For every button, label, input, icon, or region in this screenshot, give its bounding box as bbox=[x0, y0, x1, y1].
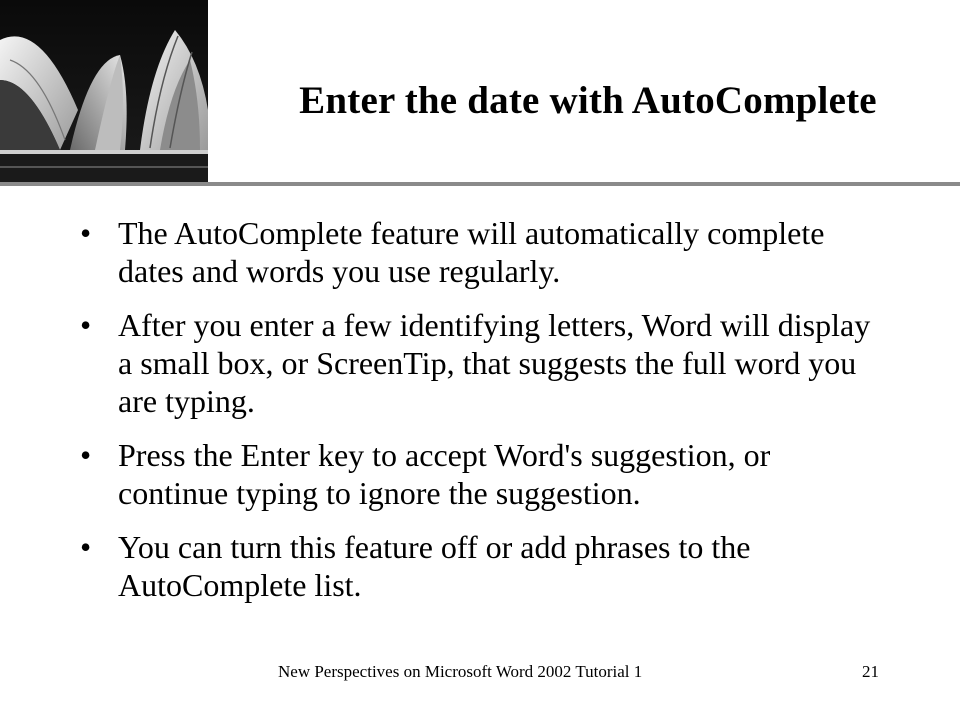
slide-title: Enter the date with AutoComplete bbox=[299, 79, 877, 122]
bullet-icon: • bbox=[80, 529, 92, 565]
bullet-icon: • bbox=[80, 215, 92, 251]
bullet-item bbox=[80, 214, 880, 290]
footer-text: New Perspectives on Microsoft Word 2002 Tutorial 1 bbox=[278, 662, 643, 681]
bullet-icon: • bbox=[80, 437, 92, 473]
opera-house-image bbox=[0, 0, 208, 184]
title-divider bbox=[0, 182, 960, 186]
bullet-list bbox=[80, 214, 880, 620]
bullet-item bbox=[80, 306, 880, 420]
bullet-text: After you enter a few identifying letters, Word will display a small box, or ScreenTip, that suggests the full word you are typing. bbox=[118, 307, 871, 419]
opera-house-photo bbox=[0, 0, 208, 184]
bullet-text: Press the Enter key to accept Word's suggestion, or continue typing to ignore the suggestion. bbox=[118, 437, 771, 511]
bullet-text: The AutoComplete feature will automatically complete dates and words you use regularly. bbox=[118, 215, 825, 289]
bullet-text: You can turn this feature off or add phrases to the AutoComplete list. bbox=[118, 529, 751, 603]
bullet-item bbox=[80, 528, 880, 604]
bullet-item bbox=[80, 436, 880, 512]
page-number: 21 bbox=[862, 662, 879, 681]
bullet-icon: • bbox=[80, 307, 92, 343]
